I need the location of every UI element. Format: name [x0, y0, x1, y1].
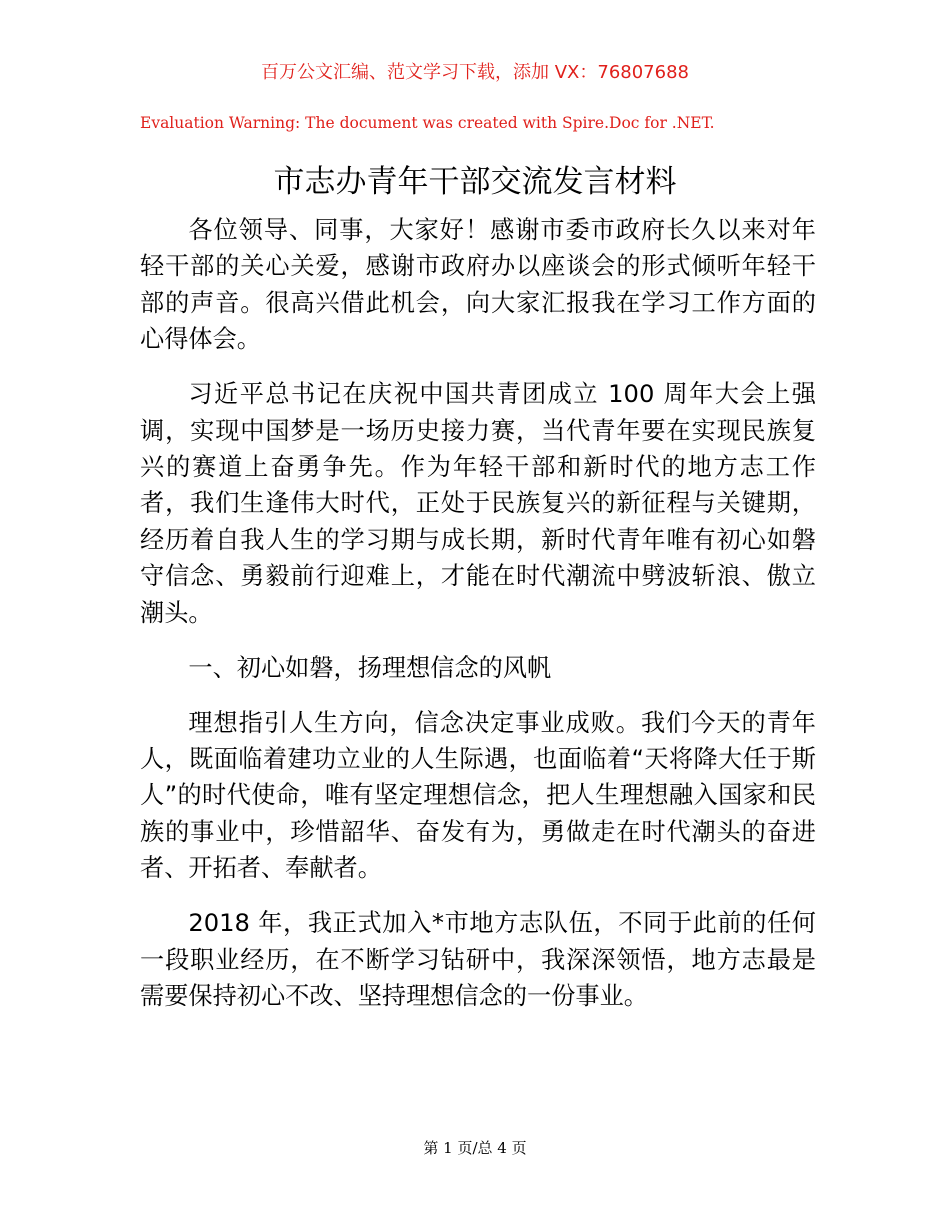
document-body — [140, 212, 816, 1015]
paragraph-ideals: 理想指引人生方向，信念决定事业成败。我们今天的青年人，既面临着建功立业的人生际遇，也面临着“天将降大任于斯人”的时代使命，唯有坚定理想信念，把人生理想融入国家和民族的事业中，珍惜韶华、奋发有为，勇做走在时代潮头的奋进者、开拓者、奉献者。 — [140, 708, 816, 883]
paragraph-greeting: 各位领导、同事，大家好！感谢市委市政府长久以来对年轻干部的关心关爱，感谢市政府办以座谈会的形式倾听年轻干部的声音。很高兴借此机会，向大家汇报我在学习工作方面的心得体会。 — [140, 216, 816, 354]
section-heading: 一、初心如磐，扬理想信念的风帆 — [188, 653, 552, 682]
page-footer: 第 1 页/总 4 页 — [423, 1139, 527, 1157]
paragraph-intro: 习近平总书记在庆祝中国共青团成立 100 周年大会上强调，实现中国梦是一场历史接力赛，当代青年要在实现民族复兴的赛道上奋勇争先。作为年轻干部和新时代的地方志工作者，我们生逢伟大时代，正处于民族复兴的新征程与关键期，经历着自我人生的学习期与成长期，新时代青年唯有初心如磐守信念、勇毅前行迎难上，才能在时代潮流中劈波斩浪、傲立潮头。 — [140, 380, 816, 627]
header-banner: 百万公文汇编、范文学习下载，添加 VX：76807688 — [261, 62, 689, 83]
evaluation-warning: Evaluation Warning: The document was created with Spire.Doc for .NET. — [140, 114, 715, 132]
paragraph-2018: 2018 年，我正式加入*市地方志队伍，不同于此前的任何一段职业经历，在不断学习钻研中，我深深领悟，地方志最是需要保持初心不改、坚持理想信念的一份事业。 — [140, 909, 816, 1011]
document-title: 市志办青年干部交流发言材料 — [273, 164, 677, 200]
